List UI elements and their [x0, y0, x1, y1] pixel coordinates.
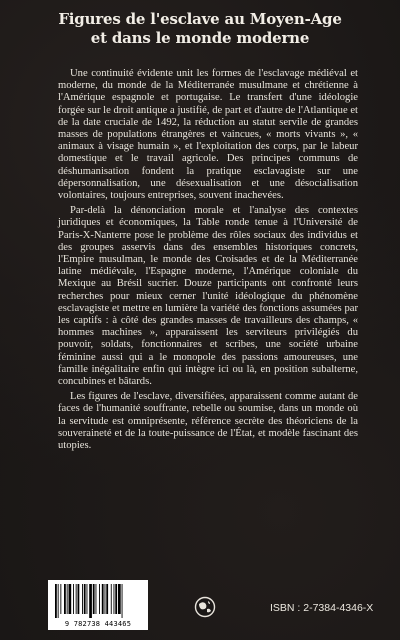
barcode-bars	[54, 584, 142, 618]
blurb-paragraph-3: Les figures de l'esclave, diversifiées, apparaissent comme autant de faces de l'humanité souffrante, rebelle ou soumise, dans un monde où la servitude est omniprésente, référence secrète des théoriciens de la souveraineté et de la toute-puissance de l'État, et modèle fascinant des utopies.	[58, 391, 358, 452]
barcode-bar	[105, 584, 106, 614]
blurb-paragraph-1: Une continuité évidente unit les formes de l'esclavage médiéval et moderne, du monde de la Méditerranée musulmane et chrétienne à l'Amérique espagnole et portugaise. Le transfert d'une idéologie forgée sur le droit antique a justifié, de part et d'autre de l'Atlantique et de la date cruciale de 1492, la réduction au statut servile de grandes masses de populations étrangères et vaincues, « morts vivants », « animaux à visage humain », et l'exploitation des corps, par le labeur domestique et le travail agricole. Des principes communs de déshumanisation fondent la pratique esclavagiste sur une dépersonnalisation, une désexualisation et une désocialisation volontaires, toujours entreprises, souvent inachevées.	[58, 68, 358, 202]
barcode-bar	[115, 584, 117, 614]
barcode-bar	[93, 584, 95, 614]
barcode-bar	[76, 584, 77, 614]
barcode-digits: 9 782738 443465	[64, 620, 132, 628]
barcode-bar	[82, 584, 83, 614]
barcode-bar	[118, 584, 121, 614]
barcode-bar	[102, 584, 104, 614]
barcode-bar	[87, 584, 88, 614]
isbn-label: ISBN : 2-7384-4346-X	[270, 602, 374, 614]
publisher-globe-logo-icon	[194, 596, 216, 618]
book-title-line-1: Figures de l'esclave au Moyen-Age	[58, 10, 342, 28]
barcode-bar	[106, 584, 108, 614]
barcode-bar	[73, 584, 74, 614]
book-title-line-2: et dans le monde moderne	[90, 29, 310, 47]
book-title	[0, 10, 400, 48]
barcode-bar	[99, 584, 100, 614]
barcode-bar	[58, 584, 59, 618]
barcode	[48, 580, 148, 630]
barcode-bar	[111, 584, 112, 614]
barcode-bar	[55, 584, 57, 618]
barcode-bar	[84, 584, 86, 614]
barcode-bar	[89, 584, 92, 618]
barcode-bar	[96, 584, 97, 614]
blurb-text	[58, 68, 358, 455]
barcode-bar	[122, 584, 123, 618]
barcode-bar	[114, 584, 115, 614]
barcode-bar	[69, 584, 72, 614]
barcode-bar	[78, 584, 80, 614]
blurb-paragraph-2: Par-delà la dénonciation morale et l'analyse des contextes juridiques et économiques, la Table ronde tenue à l'Université de Paris-X-Nanterre pose le problème des rôles sociaux des individus et des groupes asservis dans des ensembles historiques concrets, l'Empire musulman, le monde des Croisades et de la Méditerranée latine médiévale, l'Espagne moderne, l'Amérique coloniale du Mexique au Brésil sucrier. Douze participants ont confronté leurs recherches pour mieux cerner l'unité idéologique du phénomène esclavagiste et mettre en lumière la variété des fonctions assumées par les captifs : à côté des grandes masses de travailleurs des champs, « hommes machines », apparaissent les serviteurs privilégiés du pouvoir, soldats, fonctionnaires et scribes, une société urbaine féminine aussi qui a le monopole des passions amoureuses, une famille inégalitaire enfin qui intègre ici ou là, en position subalterne, concubines et bâtards.	[58, 205, 358, 388]
barcode-bar	[64, 584, 66, 614]
barcode-bar	[67, 584, 68, 614]
barcode-bar	[60, 584, 61, 614]
